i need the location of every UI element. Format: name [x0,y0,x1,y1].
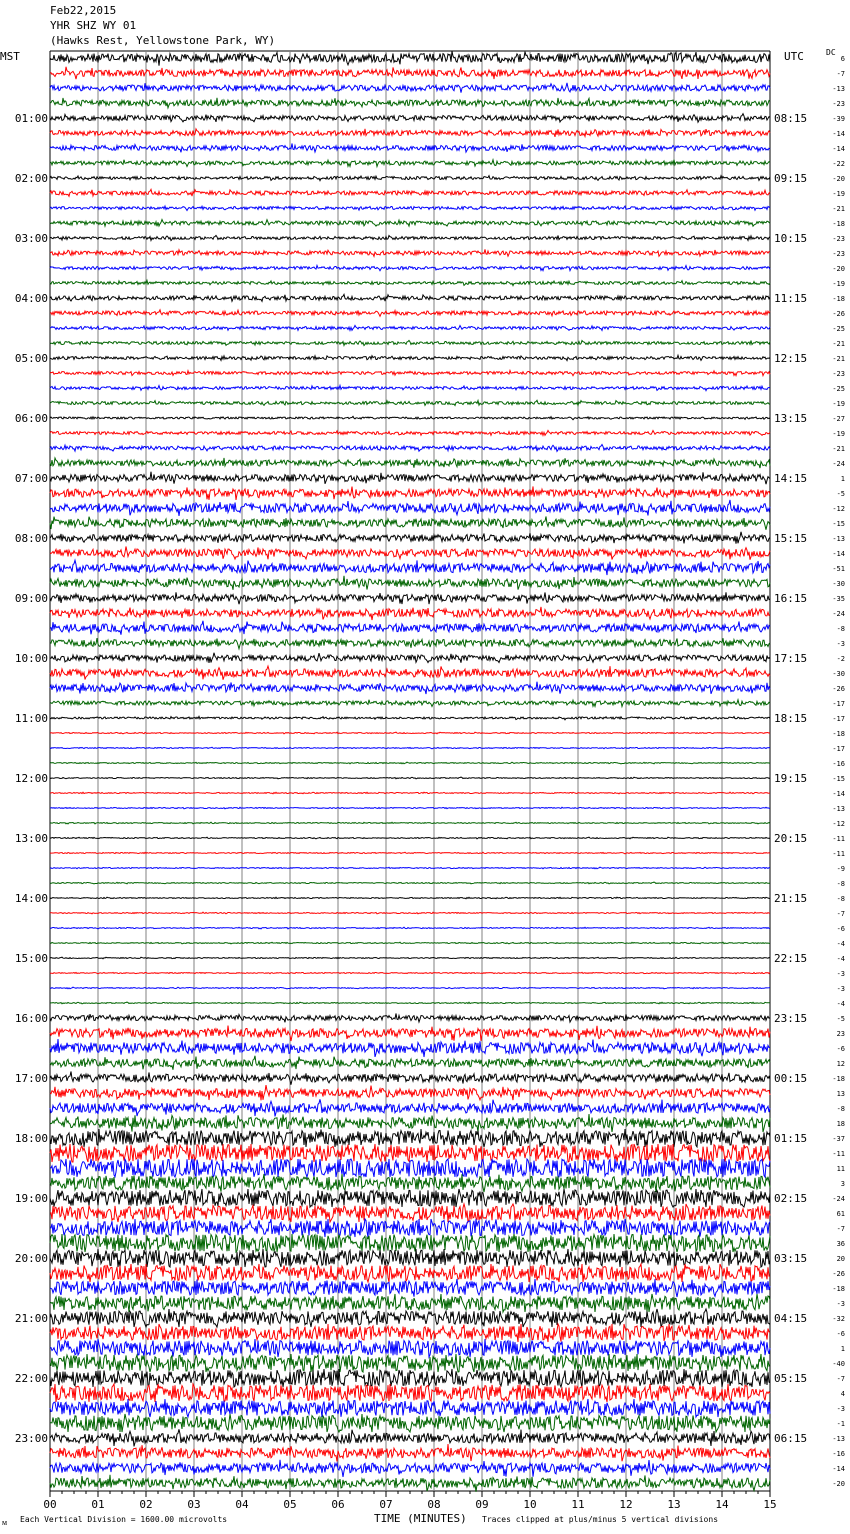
dc-offset-value: 20 [836,1255,845,1263]
right-hour-label: 06:15 [774,1432,808,1445]
dc-offset-value: -18 [832,295,845,303]
dc-offset-value: -16 [832,1450,845,1458]
dc-offset-value: -39 [832,115,845,123]
dc-offset-value: -51 [832,565,845,573]
trace-row [50,1399,770,1417]
trace-row [50,472,770,485]
x-tick-label: 09 [475,1498,489,1511]
trace-row [50,340,770,345]
trace-row [50,249,770,256]
right-hour-label: 20:15 [774,832,808,845]
dc-offset-value: -32 [832,1315,845,1323]
trace-row [50,638,770,649]
dc-offset-value: -4 [836,1000,845,1008]
left-hour-label: 19:00 [14,1192,48,1205]
trace-row [50,987,770,989]
dc-offset-value: 3 [840,1180,845,1188]
x-tick-label: 04 [235,1498,249,1511]
dc-offset-value: -11 [832,1150,845,1158]
right-hour-label: 11:15 [774,292,808,305]
trace-row [50,1085,770,1100]
trace-row [50,517,770,530]
dc-offset-value: -15 [832,520,845,528]
trace-row [50,176,770,181]
x-tick-label: 14 [715,1498,729,1511]
trace-row [50,700,770,707]
dc-offset-value: -13 [832,535,845,543]
dc-offset-header: DC [826,48,836,57]
trace-row [50,1129,770,1147]
trace-row [50,1144,770,1162]
trace-row [50,942,770,944]
right-hour-label: 04:15 [774,1312,808,1325]
dc-offset-value: -18 [832,730,845,738]
trace-row [50,500,770,516]
trace-row [50,1339,770,1357]
right-hour-label: 02:15 [774,1192,808,1205]
x-tick-label: 07 [379,1498,393,1511]
dc-offset-value: -21 [832,445,845,453]
dc-offset-value: -30 [832,670,845,678]
dc-offset-value: -24 [832,610,845,618]
dc-offset-value: -7 [836,1375,845,1383]
trace-row [50,1072,770,1085]
trace-row [50,1249,770,1267]
trace-row [50,325,770,330]
trace-row [50,310,770,317]
dc-offset-value: -8 [836,895,845,903]
trace-row [50,1294,770,1312]
left-hour-label: 01:00 [14,112,48,125]
left-timezone-label: MST [0,50,20,63]
dc-offset-value: -19 [832,280,845,288]
dc-offset-value: -8 [836,880,845,888]
dc-offset-value: -7 [836,910,845,918]
trace-row [50,732,770,734]
trace-row [50,1460,770,1477]
right-hour-label: 12:15 [774,352,808,365]
dc-offset-value: -20 [832,265,845,273]
dc-offset-value: -17 [832,700,845,708]
trace-row [50,882,770,884]
trace-row [50,852,770,854]
trace-row [50,386,770,391]
dc-offset-value: 18 [836,1120,845,1128]
x-tick-label: 00 [43,1498,57,1511]
trace-row [50,371,770,376]
dc-offset-value: -13 [832,1435,845,1443]
dc-offset-value: -19 [832,400,845,408]
right-hour-label: 08:15 [774,112,808,125]
dc-offset-value: -35 [832,595,845,603]
dc-offset-value: -14 [832,1465,845,1473]
left-hour-label: 16:00 [14,1012,48,1025]
trace-row [50,666,770,680]
left-hour-label: 14:00 [14,892,48,905]
dc-offset-value: -30 [832,580,845,588]
trace-row [50,807,770,809]
dc-offset-value: -11 [832,835,845,843]
dc-offset-value: -8 [836,1105,845,1113]
left-hour-label: 20:00 [14,1252,48,1265]
trace-row [50,777,770,779]
dc-offset-value: -9 [836,865,845,873]
seismic-traces [50,51,770,1492]
dc-offset-value: -12 [832,505,845,513]
dc-offset-value: 11 [836,1165,845,1173]
trace-row [50,822,770,824]
dc-offset-value: -15 [832,775,845,783]
dc-offset-value: 61 [836,1210,845,1218]
dc-offset-value: -6 [836,1330,845,1338]
dc-offset-value: -26 [832,310,845,318]
dc-offset-value: -19 [832,190,845,198]
dc-offset-value: -18 [832,1075,845,1083]
trace-row [50,1204,770,1222]
dc-offset-value: -3 [836,1300,845,1308]
trace-row [50,1234,770,1252]
dc-offset-value: -26 [832,685,845,693]
dc-offset-value: -37 [832,1135,845,1143]
trace-row [50,682,770,694]
left-hour-label: 23:00 [14,1432,48,1445]
dc-offset-value: -5 [836,1015,845,1023]
dc-offset-value: 36 [836,1240,845,1248]
trace-row [50,51,770,66]
dc-offset-value: -26 [832,1270,845,1278]
dc-offset-value: -22 [832,160,845,168]
dc-offset-value: -6 [836,925,845,933]
dc-offset-value: -21 [832,205,845,213]
trace-row [50,1414,770,1432]
trace-row [50,716,770,719]
dc-offset-value: -3 [836,640,845,648]
dc-offset-value: 4 [840,1390,845,1398]
dc-offset-value: -13 [832,85,845,93]
dc-offset-value: -1 [836,1420,845,1428]
trace-row [50,621,770,635]
x-tick-label: 11 [571,1498,585,1511]
dc-offset-value: -40 [832,1360,845,1368]
dc-offset-value: -25 [832,325,845,333]
x-tick-label: 06 [331,1498,345,1511]
x-tick-label: 01 [91,1498,105,1511]
dc-offset-value: -4 [836,940,845,948]
right-hour-labels [774,112,807,1445]
dc-offset-value: -3 [836,1405,845,1413]
trace-row [50,445,770,452]
x-axis-title: TIME (MINUTES) [374,1512,467,1525]
trace-row [50,1039,770,1057]
x-tick-label: 10 [523,1498,537,1511]
left-hour-labels [15,112,48,1445]
trace-row [50,206,770,211]
header-location: (Hawks Rest, Yellowstone Park, WY) [50,34,276,47]
dc-offset-value: -27 [832,415,845,423]
right-hour-label: 05:15 [774,1372,808,1385]
trace-row [50,1264,770,1282]
trace-row [50,235,770,240]
left-hour-label: 09:00 [14,592,48,605]
right-hour-label: 22:15 [774,952,808,965]
trace-row [50,957,770,959]
right-hour-label: 01:15 [774,1132,808,1145]
trace-row [50,1002,770,1004]
trace-row [50,1159,770,1177]
trace-row [50,1219,770,1237]
trace-row [50,294,770,301]
dc-offset-value: -6 [836,1045,845,1053]
left-hour-label: 05:00 [14,352,48,365]
trace-row [50,1475,770,1492]
right-hour-label: 03:15 [774,1252,808,1265]
dc-offset-value: -3 [836,985,845,993]
left-hour-label: 08:00 [14,532,48,545]
trace-row [50,1174,770,1192]
trace-row [50,486,770,500]
dc-offset-value: 6 [840,55,845,63]
trace-row [50,458,770,468]
trace-row [50,1354,770,1372]
dc-offset-value: -20 [832,175,845,183]
trace-row [50,547,770,560]
trace-row [50,114,770,123]
left-hour-label: 07:00 [14,472,48,485]
trace-row [50,912,770,914]
left-hour-label: 22:00 [14,1372,48,1385]
right-hour-label: 23:15 [774,1012,808,1025]
trace-row [50,897,770,899]
x-tick-label: 03 [187,1498,201,1511]
right-timezone-label: UTC [784,50,804,63]
x-tick-label: 13 [667,1498,681,1511]
x-tick-label: 15 [763,1498,777,1511]
trace-row [50,1324,770,1342]
trace-row [50,189,770,196]
trace-row [50,927,770,929]
scale-note: Each Vertical Division = 1600.00 microvolts [20,1515,228,1524]
dc-offset-value: -23 [832,100,845,108]
trace-row [50,560,770,575]
dc-offset-value: -14 [832,130,845,138]
trace-row [50,747,770,749]
right-hour-label: 17:15 [774,652,808,665]
dc-offset-value: 1 [840,475,845,483]
trace-row [50,1056,770,1070]
header-station: YHR SHZ WY 01 [50,19,137,32]
dc-offset-value: -24 [832,1195,845,1203]
dc-offset-value: -17 [832,745,845,753]
dc-offset-labels [832,55,845,1488]
dc-offset-value: -14 [832,145,845,153]
trace-row [50,1114,770,1132]
right-hour-label: 00:15 [774,1072,808,1085]
dc-offset-value: -16 [832,760,845,768]
left-hour-label: 13:00 [14,832,48,845]
trace-row [50,98,770,108]
right-hour-label: 09:15 [774,172,808,185]
trace-row [50,160,770,167]
trace-row [50,400,770,405]
trace-row [50,1189,770,1207]
dc-offset-value: 23 [836,1030,845,1038]
trace-row [50,1014,770,1023]
dc-offset-value: -13 [832,805,845,813]
right-hour-label: 13:15 [774,412,808,425]
x-tick-label: 05 [283,1498,297,1511]
trace-row [50,1026,770,1041]
left-hour-label: 03:00 [14,232,48,245]
dc-offset-value: -3 [836,970,845,978]
trace-row [50,1444,770,1462]
dc-offset-value: -2 [836,655,845,663]
trace-row [50,532,770,544]
trace-row [50,792,770,794]
dc-offset-value: -25 [832,385,845,393]
left-hour-label: 06:00 [14,412,48,425]
dc-offset-value: -23 [832,235,845,243]
clip-note: Traces clipped at plus/minus 5 vertical divisions [482,1515,719,1524]
right-hour-label: 19:15 [774,772,808,785]
trace-row [50,1099,770,1116]
right-hour-label: 14:15 [774,472,808,485]
trace-row [50,653,770,663]
dc-offset-value: -17 [832,715,845,723]
dc-offset-value: -19 [832,430,845,438]
trace-row [50,83,770,93]
dc-offset-value: -23 [832,370,845,378]
trace-row [50,129,770,137]
corner-mark: ᴍ [2,1518,8,1527]
right-hour-label: 15:15 [774,532,808,545]
dc-offset-value: -18 [832,220,845,228]
left-hour-label: 15:00 [14,952,48,965]
dc-offset-value: -12 [832,820,845,828]
trace-row [50,867,770,869]
trace-row [50,972,770,974]
left-hour-label: 10:00 [14,652,48,665]
dc-offset-value: -8 [836,625,845,633]
dc-offset-value: -11 [832,850,845,858]
left-hour-label: 12:00 [14,772,48,785]
dc-offset-value: -21 [832,340,845,348]
trace-row [50,266,770,271]
trace-row [50,1309,770,1327]
trace-row [50,281,770,286]
header-date: Feb22,2015 [50,4,117,17]
dc-offset-value: -24 [832,460,845,468]
right-hour-label: 16:15 [774,592,808,605]
dc-offset-value: 12 [836,1060,845,1068]
dc-offset-value: 1 [840,1345,845,1353]
trace-row [50,67,770,79]
x-tick-label: 02 [139,1498,153,1511]
right-hour-label: 21:15 [774,892,808,905]
left-hour-label: 04:00 [14,292,48,305]
right-hour-label: 10:15 [774,232,808,245]
left-hour-label: 02:00 [14,172,48,185]
x-tick-label: 12 [619,1498,633,1511]
dc-offset-value: -18 [832,1285,845,1293]
dc-offset-value: -23 [832,250,845,258]
dc-offset-value: -5 [836,490,845,498]
trace-row [50,1384,770,1402]
left-hour-label: 11:00 [14,712,48,725]
trace-row [50,1279,770,1297]
right-hour-label: 18:15 [774,712,808,725]
dc-offset-value: -20 [832,1480,845,1488]
left-hour-label: 17:00 [14,1072,48,1085]
dc-offset-value: -14 [832,550,845,558]
trace-row [50,837,770,839]
time-axis [43,1491,776,1511]
left-hour-label: 21:00 [14,1312,48,1325]
trace-row [50,144,770,153]
trace-row [50,220,770,227]
trace-row [50,576,770,590]
dc-offset-value: -7 [836,1225,845,1233]
trace-row [50,592,770,604]
dc-offset-value: -7 [836,70,845,78]
dc-offset-value: -14 [832,790,845,798]
trace-row [50,416,770,419]
trace-row [50,355,770,360]
x-tick-label: 08 [427,1498,441,1511]
trace-row [50,762,770,764]
trace-row [50,430,770,435]
dc-offset-value: -21 [832,355,845,363]
dc-offset-value: 13 [836,1090,845,1098]
dc-offset-value: -4 [836,955,845,963]
left-hour-label: 18:00 [14,1132,48,1145]
trace-row [50,607,770,620]
